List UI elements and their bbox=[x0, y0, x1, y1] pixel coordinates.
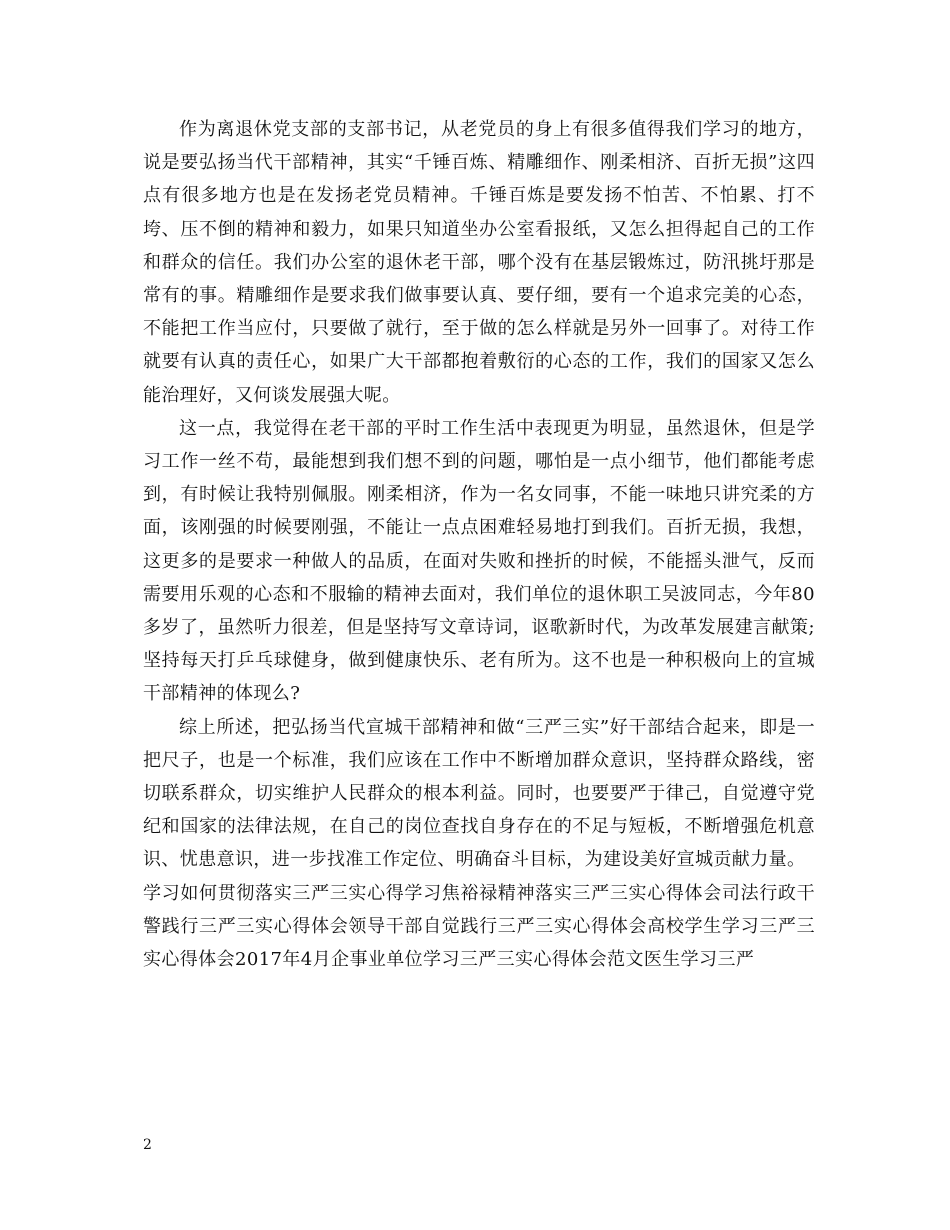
related-links-paragraph: 学习如何贯彻落实三严三实心得学习焦裕禄精神落实三严三实心得体会司法行政干警践行三严三实心得体会领导干部自觉践行三严三实心得体会高校学生学习三严三实心得体会2017年4月企事业单位学习三严三实心得体会范文医生学习三严 bbox=[143, 882, 815, 971]
paragraph-1: 作为离退休党支部的支部书记，从老党员的身上有很多值得我们学习的地方，说是要弘扬当代干部精神，其实“千锤百炼、精雕细作、刚柔相济、百折无损”这四点有很多地方也是在发扬老党员精神。千锤百炼是要发扬不怕苦、不怕累、打不垮、压不倒的精神和毅力，如果只知道坐办公室看报纸，又怎么担得起自己的工作和群众的信任。我们办公室的退休老干部，哪个没有在基层锻炼过，防汛挑圩那是常有的事。精雕细作是要求我们做事要认真、要仔细，要有一个追求完美的心态，不能把工作当应付，只要做了就行，至于做的怎么样就是另外一回事了。对待工作就要有认真的责任心，如果广大干部都抱着敷衍的心态的工作，我们的国家又怎么能治理好，又何谈发展强大呢。 bbox=[143, 119, 815, 406]
page-number: 2 bbox=[143, 1137, 152, 1153]
paragraph-3: 综上所述，把弘扬当代宣城干部精神和做“三严三实”好干部结合起来，即是一把尺子，也是一个标准，我们应该在工作中不断增加群众意识，坚持群众路线，密切联系群众，切实维护人民群众的根本利益。同时，也要要严于律己，自觉遵守党纪和国家的法律法规，在自己的岗位查找自身存在的不足与短板，不断增强危机意识、忧患意识，进一步找准工作定位、明确奋斗目标，为建设美好宣城贡献力量。 bbox=[143, 716, 815, 871]
document-body bbox=[143, 113, 815, 976]
paragraph-2: 这一点，我觉得在老干部的平时工作生活中表现更为明显，虽然退休，但是学习工作一丝不苟，最能想到我们想不到的问题，哪怕是一点小细节，他们都能考虑到，有时候让我特别佩服。刚柔相济，作为一名女同事，不能一味地只讲究柔的方面，该刚强的时候要刚强，不能让一点点困难轻易地打到我们。百折无损，我想，这更多的是要求一种做人的品质，在面对失败和挫折的时候，不能摇头泄气，反而需要用乐观的心态和不服输的精神去面对，我们单位的退休职工吴波同志，今年80多岁了，虽然听力很差，但是坚持写文章诗词，讴歌新时代，为改革发展建言献策;坚持每天打乒乓球健身，做到健康快乐、老有所为。这不也是一种积极向上的宣城干部精神的体现么? bbox=[143, 417, 815, 705]
